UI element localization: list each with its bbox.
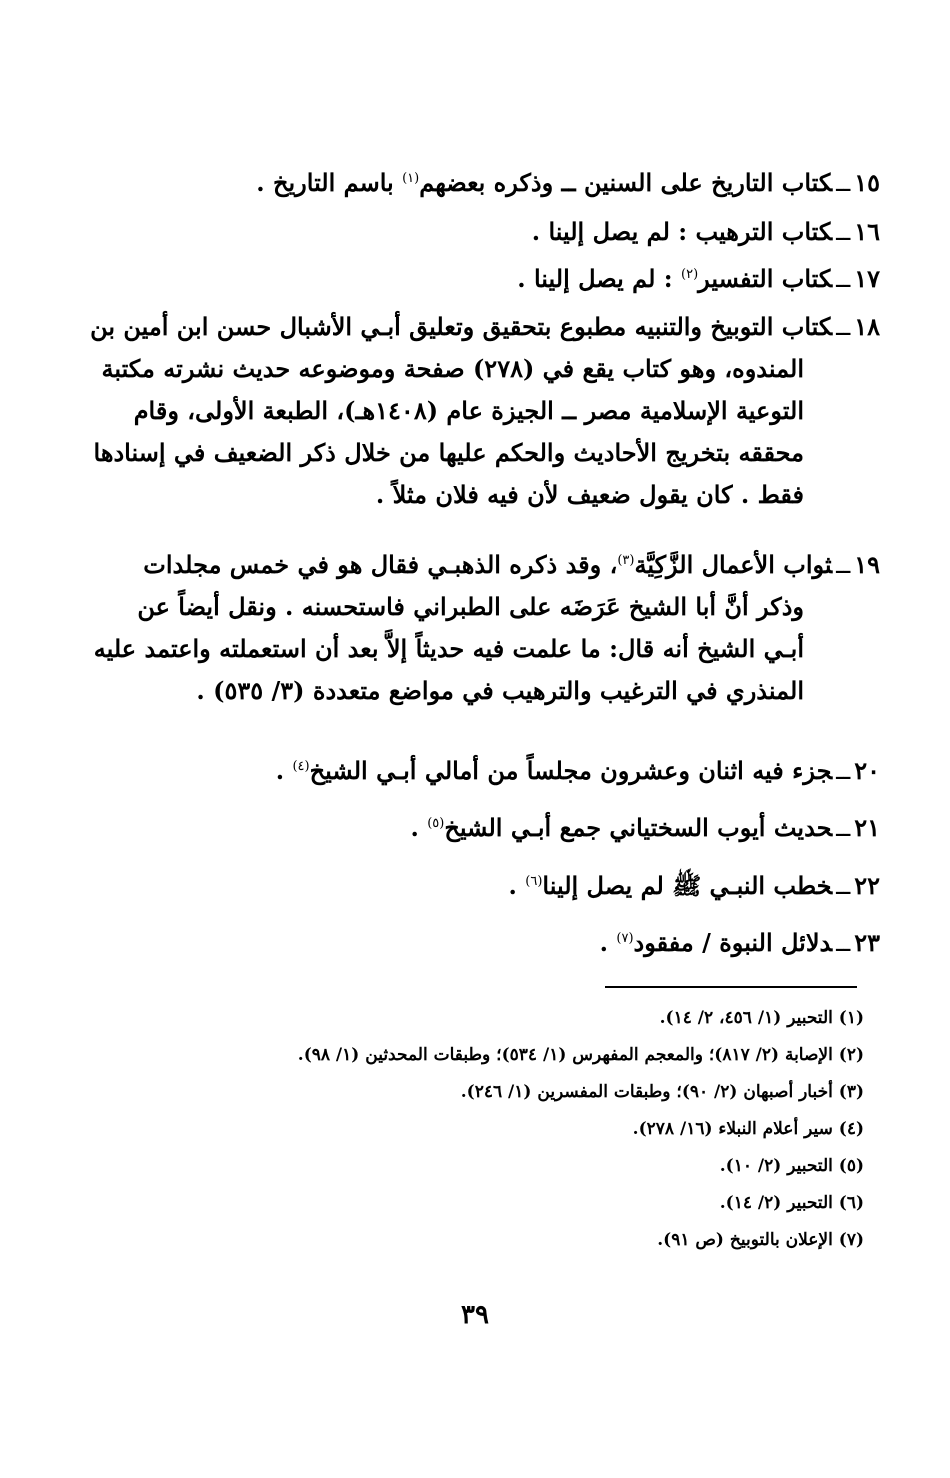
item-text-tail: . xyxy=(508,871,526,900)
footnote-number: (٣) xyxy=(838,1082,864,1102)
item-text-tail: ، وقد ذكره الذهبـي فقال هو في خمس مجلدات xyxy=(143,550,618,579)
footnote-text: التحبير (٢/ ١٠). xyxy=(719,1156,833,1176)
footnote-ref: (٢) xyxy=(681,267,699,282)
item-line: كتاب التوبيخ والتنبيه مطبوع بتحقيق وتعليق أبـي الأشبال حسن ابن أمين بن xyxy=(90,312,833,341)
item-text: حديث أيوب السختياني جمع أبـي الشيخ xyxy=(444,813,833,842)
item-text-tail: باسم التاريخ . xyxy=(256,168,403,197)
list-item-22: ٢٢ــخطب النبـي ﷺ لم يصل إلينا$^{(٦)}$ . xyxy=(508,871,880,900)
footnote-text: الإعلان بالتوبيخ (ص ٩١). xyxy=(657,1230,833,1250)
item-text: دلائل النبوة / مفقود xyxy=(633,928,833,957)
item-number: ١٨ xyxy=(854,312,880,341)
item-text-tail: . xyxy=(275,756,293,785)
item-line: وذكر أنَّ أبا الشيخ عَرَضَه على الطبراني فاستحسنه . ونقل أيضاً عن xyxy=(137,592,804,621)
footnote-number: (١) xyxy=(838,1008,864,1028)
footnote-6 xyxy=(144,1191,864,1215)
list-item-23: ٢٣ــدلائل النبوة / مفقود$^{(٧)}$ . xyxy=(599,928,880,957)
footnote-ref: (٣) xyxy=(617,553,635,568)
footnote-ref: (٦) xyxy=(525,874,543,889)
footnote-number: (٧) xyxy=(838,1230,864,1250)
list-item-20: ٢٠ــجزء فيه اثنان وعشرون مجلساً من أمالي أبـي الشيخ$^{(٤)}$ . xyxy=(275,756,880,785)
item-text: كتاب التفسير xyxy=(698,264,833,293)
item-text-tail: . xyxy=(599,928,617,957)
item-line: المنذري في الترغيب والترهيب في مواضع متعددة (٣/ ٥٣٥) . xyxy=(196,676,804,705)
page-number: ٣٩ xyxy=(461,1300,489,1330)
footnote-4 xyxy=(144,1117,864,1141)
item-number: ١٧ xyxy=(854,264,880,293)
item-line: التوعية الإسلامية مصر ــ الجيزة عام (١٤٠٨هـ)، الطبعة الأولى، وقام xyxy=(133,396,804,425)
footnote-number: (٦) xyxy=(838,1193,864,1213)
item-number: ٢٣ xyxy=(854,928,880,957)
item-number: ٢١ xyxy=(854,813,880,842)
footnote-text: أخبار أصبهان (٢/ ٩٠)؛ وطبقات المفسرين (١/ ٢٤٦). xyxy=(460,1082,833,1102)
item-text-tail: : لم يصل إلينا . xyxy=(517,264,681,293)
footnote-3 xyxy=(144,1080,864,1104)
footnote-text: التحبير (٢/ ١٤). xyxy=(719,1193,833,1213)
item-number: ١٥ xyxy=(854,168,880,197)
footnote-text: التحبير (١/ ٤٥٦، ٢/ ١٤). xyxy=(659,1008,833,1028)
list-item-15: ١٥ــكتاب التاريخ على السنين ــ وذكره بعضهم$^{(١)}$ باسم التاريخ . xyxy=(256,168,880,197)
footnote-text: سير أعلام النبلاء (١٦/ ٢٧٨). xyxy=(632,1119,833,1139)
footnote-ref: (٥) xyxy=(427,816,445,831)
item-text: خطب النبـي ﷺ لم يصل إلينا xyxy=(542,871,833,900)
footnote-ref: (٤) xyxy=(292,759,310,774)
item-number: ١٩ xyxy=(854,550,880,579)
footnote-number: (٥) xyxy=(838,1156,864,1176)
item-text-tail: . xyxy=(410,813,428,842)
footnote-5 xyxy=(144,1154,864,1178)
footnote-ref: (١) xyxy=(402,171,420,186)
footnote-7 xyxy=(144,1228,864,1252)
item-number: ٢٠ xyxy=(854,756,880,785)
item-number: ٢٢ xyxy=(854,871,880,900)
item-line: فقط . كان يقول ضعيف لأن فيه فلان مثلاً . xyxy=(375,480,804,509)
list-item-18: ١٨ــكتاب التوبيخ والتنبيه مطبوع بتحقيق وتعليق أبـي الأشبال حسن ابن أمين بن المندوه، وهو كتاب يقع في (٢٧٨) صفحة وموضوعه حديث نشرته مكتبة التوعية الإسلامية مصر ــ الجيزة عام (١٤٠٨هـ)، الطبعة الأولى، وقام محققه بتخريج الأحاديث والحكم عليها من خلال ذكر الضعيف في إسنادها فقط . كان يقول ضعيف لأن فيه فلان مثلاً . xyxy=(80,306,880,516)
item-line: المندوه، وهو كتاب يقع في (٢٧٨) صفحة وموضوعه حديث نشرته مكتبة xyxy=(101,354,804,383)
footnote-ref: (٧) xyxy=(616,931,634,946)
footnote-number: (٤) xyxy=(838,1119,864,1139)
footnote-1 xyxy=(144,1006,864,1030)
footnote-2 xyxy=(144,1043,864,1067)
footnote-text: الإصابة (٢/ ٨١٧)؛ والمعجم المفهرس (١/ ٥٣٤)؛ وطبقات المحدثين (١/ ٩٨). xyxy=(297,1045,833,1065)
item-number: ١٦ xyxy=(854,217,880,246)
item-text: كتاب التاريخ على السنين ــ وذكره بعضهم xyxy=(419,168,833,197)
item-text: جزء فيه اثنان وعشرون مجلساً من أمالي أبـي الشيخ xyxy=(309,756,833,785)
item-text: كتاب الترهيب : لم يصل إلينا . xyxy=(531,217,833,246)
item-line: أبـي الشيخ أنه قال: ما علمت فيه حديثاً إلاَّ بعد أن استعملته واعتمد عليه xyxy=(93,634,804,663)
list-item-16: ١٦ــكتاب الترهيب : لم يصل إلينا . xyxy=(531,217,880,246)
item-line: محققه بتخريج الأحاديث والحكم عليها من خلال ذكر الضعيف في إسنادها xyxy=(93,438,804,467)
list-item-19: ١٩ــثواب الأعمال الزَّكِيَّة$^{(٣)}$، وقد ذكره الذهبـي فقال هو في خمس مجلدات وذكر أنَّ أبا الشيخ عَرَضَه على الطبراني فاستحسنه . ونقل أيضاً عن أبـي الشيخ أنه قال: ما علمت فيه حديثاً إلاَّ بعد أن استعملته واعتمد عليه المنذري في الترغيب والترهيب في مواضع متعددة (٣/ ٥٣٥) . xyxy=(80,544,880,712)
item-text: ثواب الأعمال الزَّكِيَّة xyxy=(634,550,833,579)
list-item-17: ١٧ــكتاب التفسير$^{(٢)}$ : لم يصل إلينا . xyxy=(517,264,880,293)
footnote-number: (٢) xyxy=(838,1045,864,1065)
footnote-divider xyxy=(605,986,857,988)
list-item-21: ٢١ــحديث أيوب السختياني جمع أبـي الشيخ$^{(٥)}$ . xyxy=(410,813,880,842)
